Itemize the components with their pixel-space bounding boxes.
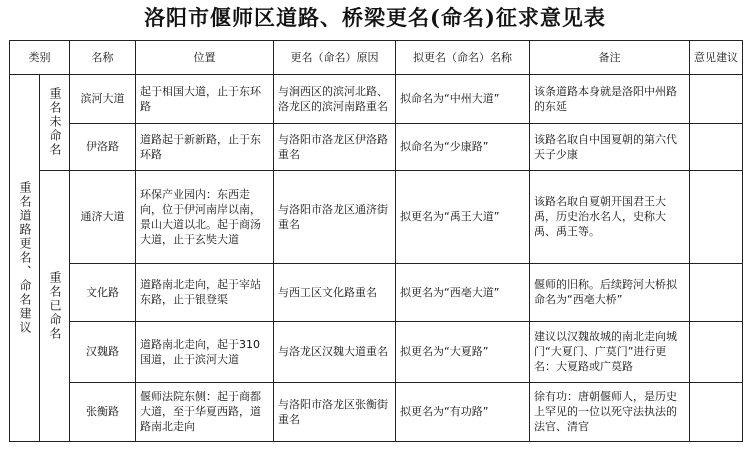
rename-reason: 与洛阳市洛龙区通济街重名 (274, 170, 396, 264)
proposed-name: 拟更名为“有功路” (396, 382, 530, 441)
subgroup-named: 重名已命名 (40, 170, 70, 441)
header-remark: 备注 (530, 41, 690, 75)
page-title: 洛阳市偃师区道路、桥梁更名(命名)征求意见表 (144, 5, 606, 30)
rename-reason: 与涧西区的滨河北路、洛龙区的滨河南路重名 (274, 74, 396, 123)
road-name: 滨河大道 (70, 74, 136, 123)
road-name: 张衡路 (70, 382, 136, 441)
rename-reason: 与洛阳市洛龙区伊洛路重名 (274, 123, 396, 170)
proposed-name: 拟命名为“少康路” (396, 123, 530, 170)
proposed-name: 拟更名为“西亳大道” (396, 264, 530, 321)
remark: 偃师的旧称。后续跨河大桥拟命名为“西亳大桥” (530, 264, 690, 321)
group-label: 重名道路更名、命名建议 (10, 74, 40, 441)
table-row (10, 264, 743, 321)
header-name: 名称 (70, 41, 136, 75)
road-location: 道路南北走向，起于310国道，止于滨河大道 (136, 321, 274, 382)
road-location: 起于相国大道，止于东环路 (136, 74, 274, 123)
rename-reason: 与洛龙区汉魏大道重名 (274, 321, 396, 382)
header-reason: 更名（命名）原因 (274, 41, 396, 75)
remark: 徐有功：唐朝偃师人，是历史上罕见的一位以死守法执法的法官、清官 (530, 382, 690, 441)
table-row (10, 321, 743, 382)
opinion-table (9, 40, 743, 442)
header-location: 位置 (136, 41, 274, 75)
subgroup-unnamed: 重名未命名 (40, 74, 70, 170)
road-name: 汉魏路 (70, 321, 136, 382)
opinion-cell[interactable] (690, 321, 743, 382)
road-name: 伊洛路 (70, 123, 136, 170)
opinion-cell[interactable] (690, 123, 743, 170)
proposed-name: 拟更名为“大夏路” (396, 321, 530, 382)
proposed-name: 拟命名为“中州大道” (396, 74, 530, 123)
opinion-cell[interactable] (690, 74, 743, 123)
remark: 该路名取自中国夏朝的第六代天子少康 (530, 123, 690, 170)
opinion-cell[interactable] (690, 382, 743, 441)
proposed-name: 拟更名为“禹王大道” (396, 170, 530, 264)
header-row (10, 41, 743, 75)
remark: 该路名取自夏朝开国君王大禹，历史治水名人，史称大禹、禹王等。 (530, 170, 690, 264)
opinion-cell[interactable] (690, 170, 743, 264)
opinion-cell[interactable] (690, 264, 743, 321)
table-row (10, 123, 743, 170)
table-row (10, 74, 743, 123)
road-name: 通济大道 (70, 170, 136, 264)
header-category: 类别 (10, 41, 70, 75)
header-proposed: 拟更名（命名）名称 (396, 41, 530, 75)
road-location: 道路南北走向，起于宰站东路，止于银登渠 (136, 264, 274, 321)
road-location: 道路起于新新路，止于东环路 (136, 123, 274, 170)
rename-reason: 与西工区文化路重名 (274, 264, 396, 321)
remark: 该条道路本身就是洛阳中州路的东延 (530, 74, 690, 123)
table-row (10, 382, 743, 441)
road-location: 环保产业园内：东西走向，位于伊河南岸以南，景山大道以北。起于商汤大道，止于玄奘大道 (136, 170, 274, 264)
header-opinion: 意见建议 (690, 41, 743, 75)
table-row (10, 170, 743, 264)
remark: 建议以汉魏故城的南北走向城门“大夏门、广莫门”进行更名：大夏路或广莫路 (530, 321, 690, 382)
road-location: 偃师法院东侧：起于商都大道，至于华夏西路，道路南北走向 (136, 382, 274, 441)
rename-reason: 与洛阳市洛龙区张衡街重名 (274, 382, 396, 441)
road-name: 文化路 (70, 264, 136, 321)
